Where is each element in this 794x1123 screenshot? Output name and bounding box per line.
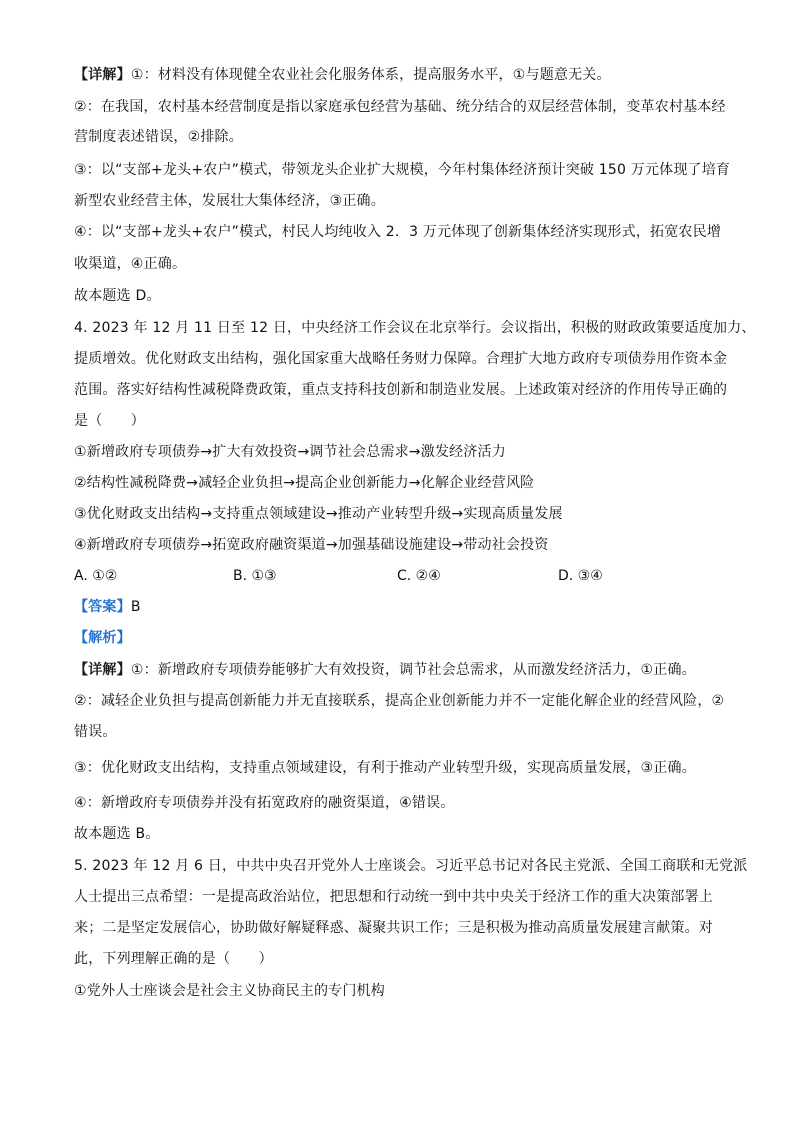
explanation-line-4: ③：以“支部+龙头+农户”模式，带领龙头企业扩大规模，今年村集体经济预计突破 150 万元体现了培育 [74,162,731,178]
answer-tag: 【答案】 [74,599,131,615]
question-5-line-1: 5. 2023 年 12 月 6 日，中共中央召开党外人士座谈会。习近平总书记对各民主党派、全国工商联和无党派 [74,858,748,874]
choice-d: D. ③④ [558,568,603,584]
analysis-tag: 【解析】 [74,630,131,646]
option-4: ④新增政府专项债券→拓宽政府融资渠道→加强基础设施建设→带动社会投资 [74,537,549,553]
conclusion-line-2: 故本题选 B。 [74,826,160,842]
detail-line-4: ③：优化财政支出结构，支持重点领域建设，有利于推动产业转型升级，实现高质量发展，③正确。 [74,760,696,776]
explanation-text: ①：材料没有体现健全农业社会化服务体系，提高服务水平，①与题意无关。 [130,67,611,83]
answer-line [74,597,724,617]
question-4-line-2: 提质增效。优化财政支出结构，强化国家重大战略任务财力保障。合理扩大地方政府专项债券用作资本金 [74,351,728,367]
detail-line-3: 错误。 [74,724,117,740]
explanation-line-1 [74,65,724,85]
detail-tag-2: 【详解】 [74,662,131,678]
choice-b: B. ①③ [233,568,277,584]
explanation-line-2: ②：在我国，农村基本经营制度是指以家庭承包经营为基础、统分结合的双层经营体制，变革农村基本经 [74,99,726,115]
question-5-line-4: 此，下列理解正确的是（ ） [74,951,273,967]
explanation-line-5: 新型农业经营主体，发展壮大集体经济，③正确。 [74,193,385,209]
explanation-line-3: 营制度表述错误，②排除。 [74,129,243,145]
choice-c: C. ②④ [397,568,441,584]
choice-a: A. ①② [74,568,118,584]
option-3: ③优化财政支出结构→支持重点领域建设→推动产业转型升级→实现高质量发展 [74,506,563,522]
detail-tag: 【详解】 [74,67,131,83]
question-4-line-4: 是（ ） [74,413,145,429]
explanation-line-7: 收渠道，④正确。 [74,256,187,272]
detail-text: ①：新增政府专项债券能够扩大有效投资，调节社会总需求，从而激发经济活力，①正确。 [130,662,696,678]
question-5-line-3: 来；二是坚定发展信心，协助做好解疑释惑、凝聚共识工作；三是积极为推动高质量发展建言献策。对 [74,920,713,936]
conclusion-line: 故本题选 D。 [74,288,161,304]
option-1: ①新增政府专项债券→扩大有效投资→调节社会总需求→激发经济活力 [74,444,506,460]
detail-line-5: ④：新增政府专项债券并没有拓宽政府的融资渠道，④错误。 [74,795,455,811]
question-5-option-1: ①党外人士座谈会是社会主义协商民主的专门机构 [74,983,385,999]
explanation-line-6: ④：以“支部+龙头+农户”模式，村民人均纯收入 2．3 万元体现了创新集体经济实现形式，拓宽农民增 [74,224,722,240]
question-5-line-2: 人士提出三点希望：一是提高政治站位，把思想和行动统一到中共中央关于经济工作的重大决策部署上 [74,889,713,905]
detail-line-1 [74,660,724,680]
analysis-line [74,628,724,648]
answer-value: B [130,599,141,615]
question-4-line-3: 范围。落实好结构性减税降费政策，重点支持科技创新和制造业发展。上述政策对经济的作用传导正确的 [74,382,728,398]
detail-line-2: ②：减轻企业负担与提高创新能力并无直接联系，提高企业创新能力并不一定能化解企业的经营风险，② [74,693,725,709]
question-4-line-1: 4. 2023 年 12 月 11 日至 12 日，中央经济工作会议在北京举行。会议指出，积极的财政政策要适度加力、 [74,320,756,336]
option-2: ②结构性减税降费→减轻企业负担→提高企业创新能力→化解企业经营风险 [74,475,535,491]
